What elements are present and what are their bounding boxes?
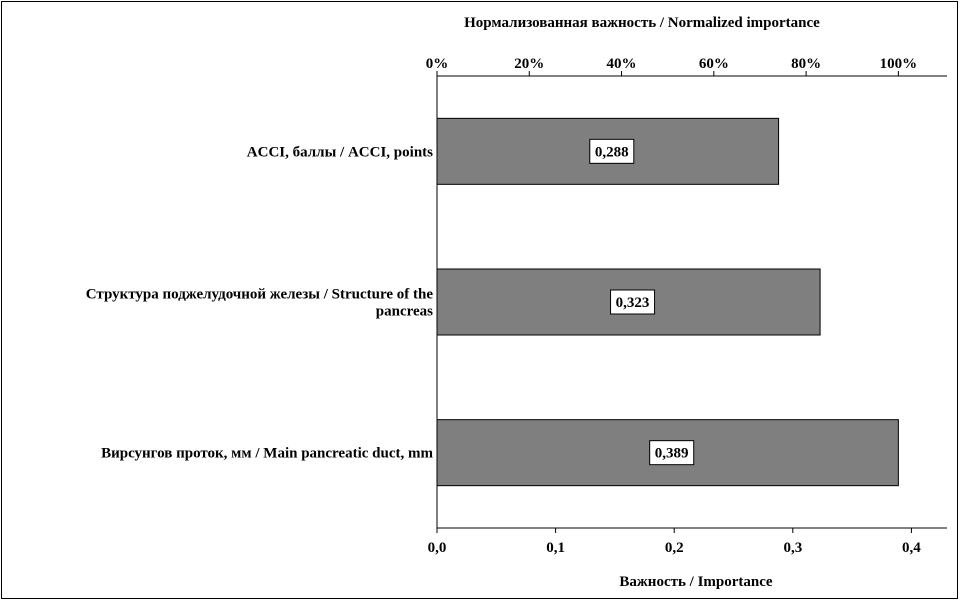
category-label: Структура поджелудочной железы / Structure of the: [85, 286, 433, 303]
x-axis-title: Важность / Importance: [619, 574, 773, 590]
data-label: 0,323: [615, 295, 650, 311]
data-label: 0,389: [654, 445, 689, 462]
category-label: Вирсунгов проток, мм / Main pancreatic duct, mm: [101, 445, 433, 462]
top-tick-label: 20%: [514, 56, 545, 72]
x-tick-label: 0,2: [664, 540, 684, 556]
top-axis-title: Нормализованная важность / Normalized importance: [464, 15, 820, 31]
chart-frame: [1, 1, 958, 599]
x-tick-label: 0,4: [902, 540, 921, 556]
top-tick-label: 100%: [879, 56, 918, 72]
bottom-axis: [428, 528, 947, 556]
x-tick-label: 0,3: [783, 540, 803, 556]
top-tick-label: 40%: [606, 56, 637, 72]
category-labels: [86, 144, 434, 461]
category-label: pancreas: [375, 303, 433, 320]
top-tick-label: 0%: [425, 56, 449, 72]
top-axis: [426, 56, 947, 76]
top-tick-label: 80%: [791, 56, 822, 72]
x-tick-label: 0,1: [546, 540, 565, 556]
category-label: ACCI, баллы / ACCI, points: [246, 144, 433, 161]
importance-bar-chart: [2, 2, 959, 600]
x-tick-label: 0,0: [427, 540, 447, 556]
data-label: 0,288: [594, 144, 629, 161]
top-tick-label: 60%: [698, 56, 729, 72]
bars: [437, 76, 898, 528]
